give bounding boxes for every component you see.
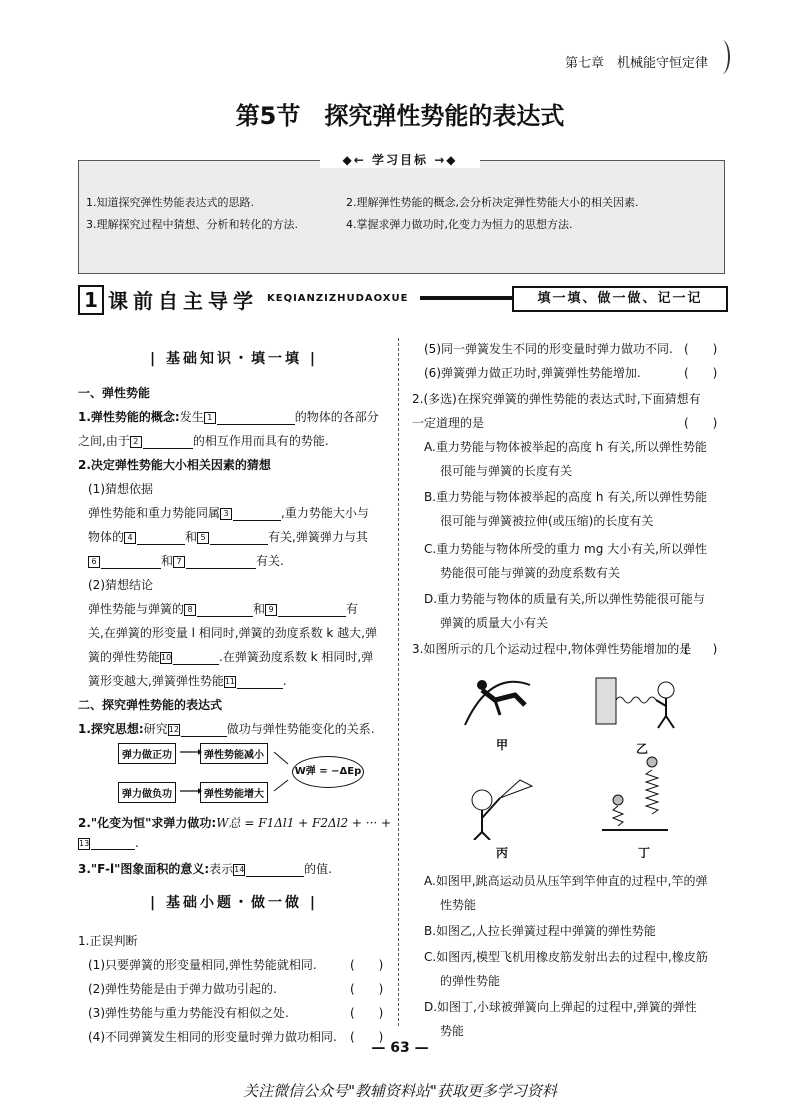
spring-pull-figure — [594, 676, 690, 736]
variable-to-constant-line: 2."化变为恒"求弹力做功:W总 = F1Δl1 + F2Δl2 + ··· + — [78, 816, 392, 830]
question-2-stem-cont: 一定道理的是 — [412, 416, 485, 430]
variable-to-constant-blank: 13 . — [79, 836, 139, 850]
pole-vault-figure — [460, 665, 540, 735]
left-arrow-icon: ◆← — [342, 153, 366, 167]
answer-paren[interactable]: ( ) — [684, 342, 718, 356]
answer-paren[interactable]: ( ) — [350, 982, 384, 996]
flow-formula: W弹 = −ΔEp — [292, 756, 364, 788]
figure-label-bing: 丙 — [496, 846, 509, 860]
judge-item: (3)弹性势能与重力势能没有相似之处. — [88, 1006, 289, 1020]
judge-item: (5)同一弹簧发生不同的形变量时弹力做功不同. — [424, 342, 673, 356]
option-line: 势能 — [440, 1024, 465, 1038]
goal-item: 1.知道探究弹性势能表达式的思路. — [86, 196, 254, 209]
option-line: B.重力势能与物体被举起的高度 h 有关,所以弹性势能 — [424, 490, 708, 504]
option-line: C.重力势能与物体所受的重力 mg 大小有关,所以弹性 — [424, 542, 707, 556]
spring-ball-figure — [600, 756, 670, 836]
conclusion-line-1: 弹性势能与弹簧的 8 和 9 有 — [88, 602, 359, 616]
option-line: D.如图丁,小球被弹簧向上弹起的过程中,弹簧的弹性 — [424, 1000, 697, 1014]
concept-line-1: 1.弹性势能的概念:发生 1 的物体的各部分 — [78, 410, 379, 424]
option-line: 势能很可能与弹簧的劲度系数有关 — [440, 566, 621, 580]
answer-paren[interactable]: ( ) — [684, 642, 718, 656]
judge-item: (6)弹簧弹力做正功时,弹簧弹性势能增加. — [424, 366, 641, 380]
figure-label-yi: 乙 — [636, 742, 649, 756]
option-line: 很可能与弹簧被拉伸(或压缩)的长度有关 — [440, 514, 654, 528]
column-divider — [398, 338, 399, 1026]
section-number: 1 — [78, 285, 104, 315]
basis-line-3: 6 和 7 有关. — [88, 552, 284, 569]
header-arc-decoration — [714, 40, 730, 74]
chapter-header: 第七章 机械能守恒定律 — [564, 56, 708, 71]
option-line: A.如图甲,跳高运动员从压竿到竿伸直的过程中,竿的弹 — [424, 874, 708, 888]
judge-item: (2)弹性势能是由于弹力做功引起的. — [88, 982, 277, 996]
concept-line-2: 之间,由于 2 的相互作用而具有的势能. — [78, 434, 329, 448]
judge-item: (4)不同弹簧发生相同的形变量时弹力做功相同. — [88, 1030, 337, 1044]
answer-paren[interactable]: ( ) — [684, 366, 718, 380]
option-line: D.重力势能与物体的质量有关,所以弹性势能很可能与 — [424, 592, 705, 606]
conclusion-line-2: 关,在弹簧的形变量 l 相同时,弹簧的劲度系数 k 越大,弹 — [88, 626, 377, 640]
heading-explore-expression: 二、探究弹性势能的表达式 — [78, 698, 223, 712]
option-line: 弹簧的质量大小有关 — [440, 616, 549, 630]
basis-line-1: 弹性势能和重力势能同属 3 ,重力势能大小与 — [88, 506, 369, 520]
page-title: 第5节 探究弹性势能的表达式 — [235, 102, 565, 130]
factors-heading: 2.决定弹性势能大小相关因素的猜想 — [78, 458, 271, 472]
figure-label-ding: 丁 — [638, 846, 651, 860]
option-line: 性势能 — [440, 898, 477, 912]
conclusion-line-4: 簧形变越大,弹簧弹性势能11 . — [88, 674, 287, 688]
flow-arrows — [180, 740, 300, 810]
flow-box-energy-increase: 弹性势能增大 — [200, 782, 268, 803]
basis-heading: (1)猜想依据 — [88, 482, 153, 496]
option-line: 的弹性势能 — [440, 974, 501, 988]
figure-label-jia: 甲 — [496, 738, 509, 752]
judge-item: (1)只要弹簧的形变量相同,弹性势能就相同. — [88, 958, 317, 972]
basic-practice-heading: | 基础小题・做一做 | — [150, 895, 318, 911]
model-plane-figure — [460, 770, 540, 840]
heading-elastic-energy: 一、弹性势能 — [78, 386, 151, 400]
section-pinyin: KEQIANZIZHUDAOXUE — [267, 293, 409, 304]
question-2-stem: 2.(多选)在探究弹簧的弹性势能的表达式时,下面猜想有 — [412, 392, 701, 406]
flow-box-energy-decrease: 弹性势能减小 — [200, 743, 268, 764]
option-line: B.如图乙,人拉长弹簧过程中弹簧的弹性势能 — [424, 924, 656, 938]
goal-item: 3.理解探究过程中猜想、分析和转化的方法. — [86, 218, 298, 231]
explore-idea-line: 1.探究思想:研究12 做功与弹性势能变化的关系. — [78, 722, 375, 736]
learning-goals-heading: ◆← 学习目标 →◆ — [320, 151, 480, 168]
option-line: A.重力势能与物体被举起的高度 h 有关,所以弹性势能 — [424, 440, 707, 454]
question-3-stem: 3.如图所示的几个运动过程中,物体弹性势能增加的是 — [412, 642, 692, 656]
section-tag: 填一填、做一做、记一记 — [512, 286, 728, 312]
goal-item: 4.掌握求弹力做功时,化变力为恒力的思想方法. — [346, 218, 573, 231]
section-title: 课前自主导学 — [108, 289, 258, 313]
flow-box-positive-work: 弹力做正功 — [118, 743, 176, 764]
right-arrow-icon: →◆ — [434, 153, 458, 167]
area-meaning-line: 3."F-l"图象面积的意义:表示14 的值. — [78, 862, 332, 876]
goal-item: 2.理解弹性势能的概念,会分析决定弹性势能大小的相关因素. — [346, 196, 639, 209]
basis-line-2: 物体的 4 和 5 有关,弹簧弹力与其 — [88, 530, 368, 544]
answer-paren[interactable]: ( ) — [684, 416, 718, 430]
page-number: — 63 — — [371, 1040, 429, 1056]
basic-knowledge-heading: | 基础知识・填一填 | — [150, 351, 318, 367]
judge-heading: 1.正误判断 — [78, 934, 138, 948]
answer-paren[interactable]: ( ) — [350, 958, 384, 972]
answer-paren[interactable]: ( ) — [350, 1006, 384, 1020]
conclusion-heading: (2)猜想结论 — [88, 578, 153, 592]
answer-paren[interactable]: ( ) — [350, 1030, 384, 1044]
footer-note: 关注微信公众号"教辅资料站"获取更多学习资料 — [243, 1082, 557, 1100]
option-line: 很可能与弹簧的长度有关 — [440, 464, 573, 478]
section-rule — [420, 296, 512, 300]
conclusion-line-3: 簧的弹性势能10 .在弹簧劲度系数 k 相同时,弹 — [88, 650, 374, 664]
option-line: C.如图丙,模型飞机用橡皮筋发射出去的过程中,橡皮筋 — [424, 950, 708, 964]
flow-box-negative-work: 弹力做负功 — [118, 782, 176, 803]
